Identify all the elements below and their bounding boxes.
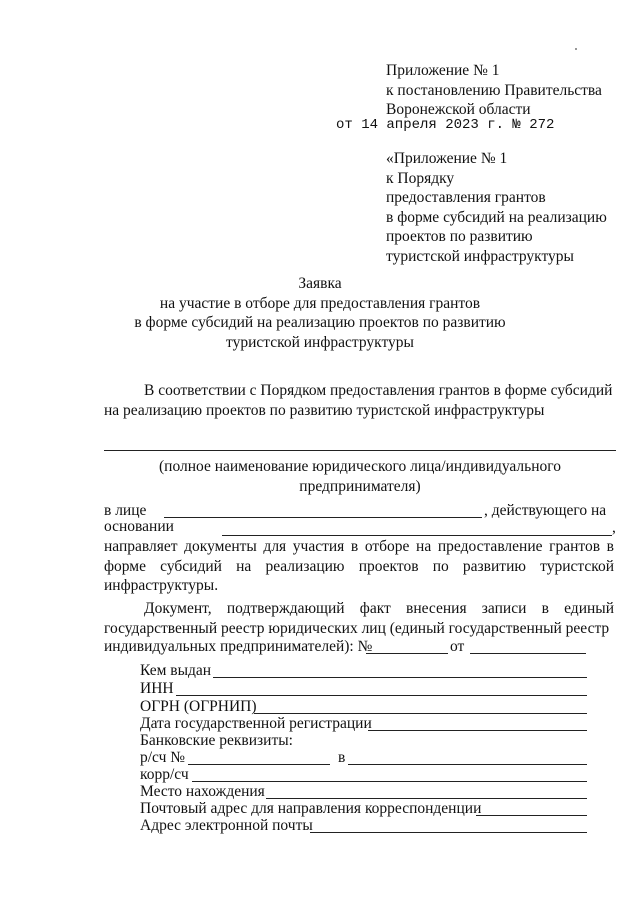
location-label: Место нахождения [140,783,265,800]
title-line: в форме субсидий на реализацию проектов по развитию [134,314,506,331]
procedure-line: к Порядку [386,169,455,187]
intro-line: на реализацию проектов по развитию туристской инфраструктуры [104,401,545,419]
basis-comma: , [612,519,616,536]
title-line: на участие в отборе для предоставления грантов [159,294,481,312]
registry-line: Документ, подтверждающий факт внесения записи в единый [144,600,614,617]
procedure-line: «Приложение № 1 [386,150,508,167]
appendix-decree: к постановлению Правительства [386,81,602,99]
corr-account-label: корр/сч [140,766,189,783]
title-line: туристской инфраструктуры [226,333,414,351]
procedure-line: предоставления грантов [386,189,546,206]
appendix-header [386,61,602,120]
application-title: Заявка [298,275,342,292]
account-field[interactable] [188,764,330,765]
caption-line: предпринимателя) [299,477,421,495]
issued-by-label: Кем выдан [140,662,212,679]
registration-date-label: Дата государственной регистрации [140,715,372,732]
registry-paragraph [104,599,614,638]
full-name-underline[interactable] [104,450,616,451]
intro-paragraph [104,381,614,420]
sends-paragraph [104,537,614,596]
intro-line: В соответствии с Порядком предоставления грантов в форме субсидий [144,382,613,399]
basis-label: основании [104,518,174,535]
acting-on-label: , действующего на [484,502,607,519]
procedure-line: в форме субсидий на реализацию [386,208,607,226]
sends-line: форме субсидий на реализацию проектов по развитию туристской [104,557,614,575]
ogrn-label: ОГРН (ОГРНИП) [140,698,257,715]
registry-number-field[interactable] [366,653,448,654]
email-field[interactable] [310,832,587,833]
registry-line: государственный реестр юридических лиц (единый государственный реестр [104,619,610,637]
in-person-label: в лице [104,502,147,519]
application-title-block [100,274,540,352]
bank-details-label: Банковские реквизиты: [140,732,293,749]
bank-in-label: в [338,749,346,766]
registration-date-field[interactable] [368,730,587,731]
decree-date-line: от 14 апреля 2023 г. № 272 [336,117,555,133]
sends-line: направляет документы для участия в отборе на предоставление грантов в [104,538,614,555]
account-label: р/сч № [140,749,186,766]
procedure-line: туристской инфраструктуры [386,247,574,265]
postal-address-label: Почтовый адрес для направления корреспонденции [140,800,482,817]
appendix-region: Воронежской области [386,101,531,118]
sends-line: инфраструктуры. [104,577,219,594]
basis-field[interactable] [222,535,612,536]
scan-speck [575,48,577,50]
caption-line: (полное наименование юридического лица/индивидуального [158,458,562,475]
issued-by-field[interactable] [213,677,587,678]
full-name-caption [104,457,616,496]
email-label: Адрес электронной почты [140,817,313,834]
representative-field[interactable] [164,517,482,518]
registry-date-label: от [450,638,465,655]
registry-date-field[interactable] [470,653,586,654]
postal-address-field[interactable] [476,815,587,816]
procedure-header [386,149,607,266]
inn-field[interactable] [176,695,587,696]
bank-name-field[interactable] [348,764,587,765]
appendix-number: Приложение № 1 [386,62,500,79]
procedure-line: проектов по развитию [386,228,533,245]
registry-number-label: индивидуальных предпринимателей): № [104,638,373,655]
inn-label: ИНН [140,680,174,697]
